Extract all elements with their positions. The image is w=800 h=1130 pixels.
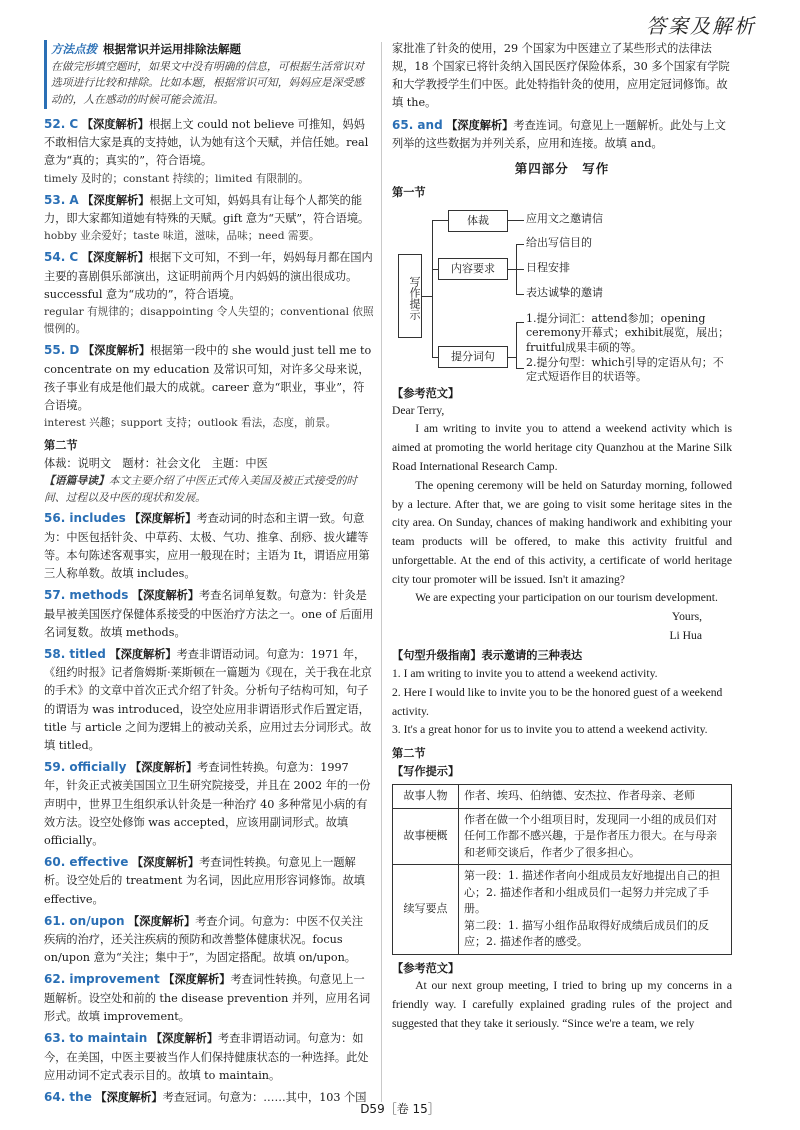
content-item: 表达诚挚的邀请 [526, 285, 603, 299]
answer-list-2 [44, 509, 374, 1107]
answer-number: 58. titled [44, 646, 106, 661]
answer-item: 61. on/upon 【深度解析】考查介词。句意为：中医不仅关注疾病的治疗，还关注疾病的预防和改善整体健康状况。focus on/upon 意为“关注；集中于”，为固定搭配。故填 on/upon。 [44, 913, 364, 965]
letter-paragraph: The opening ceremony will be held on Saturday morning, followed by a lecture. After that, we are going to visit some heritage sites in the city area. On Sunday, chances of making handiwork and exhibiting your team products will be offered, to make this activity fruitful and unforgettable. At the end of this activity, a certificate of world heritage city tour promoter will be issued. Isn't it amazing? [392, 478, 732, 586]
letter-signature: Li Hua [669, 629, 702, 643]
section-title: 第二节 [392, 746, 426, 761]
upgrade-guide: 【句型升级指南】表示邀请的三种表达 [392, 647, 583, 662]
section-title: 第一节 [392, 185, 426, 200]
letter-closing: Yours, [671, 610, 702, 624]
reference-letter [392, 402, 732, 646]
method-title: 根据常识并运用排除法解题 [103, 42, 241, 56]
content-item: 日程安排 [526, 260, 570, 274]
answer-number: 53. A [44, 192, 79, 207]
upgrade-list [392, 665, 732, 740]
continued-text: 家批准了针灸的使用，29 个国家为中医建立了某些形式的法律法规，18 个国家已将针灸纳入国民医疗保险体系，30 多个国家有学院和大学教授学生们中医。此处特指针灸的使用，应用定冠词修饰。故填 the。 [392, 42, 730, 110]
answer-number: 57. methods [44, 588, 129, 603]
boost-label: 提分词句 [438, 346, 508, 368]
upgrade-item: 2. Here I would like to invite you to be the honored guest of a weekend activity. [392, 685, 723, 718]
answer-item: 63. to maintain 【深度解析】考查非谓语动词。句意为：如今，在美国，中医主要被当作人们保持健康状态的一种选择。此处应用动词不定式表示目的。故填 to maintain。 [44, 1031, 369, 1082]
answer-number: 64. the [44, 1089, 92, 1104]
tips-key: 故事人物 [393, 785, 459, 809]
answer-number: 65. and [392, 117, 443, 132]
left-column [44, 40, 374, 1107]
answer-number: 61. on/upon [44, 913, 125, 928]
answer-item: 59. officially 【深度解析】考查词性转换。句意为：1997 年，针灸正式被美国国立卫生研究院接受，并且在 2002 年的一份声明中，世界卫生组织承认针灸是一种治疗 40 多种常见小病的有效方法。设空处修饰 was accepted，应该用副词形式。故填 officially。 [44, 759, 371, 847]
mind-root: 写作提示 [398, 254, 422, 338]
answer-number: 55. D [44, 343, 80, 358]
content-label: 内容要求 [438, 258, 508, 280]
table-row [393, 865, 732, 955]
page-header-title: 答案及解析 [646, 14, 756, 38]
answer-item: 60. effective 【深度解析】考查词性转换。句意见上一题解析。设空处后的 treatment 为名词，因此应用形容词修饰。故填 effective。 [44, 854, 365, 906]
answer-number: 63. to maintain [44, 1031, 148, 1046]
answer-item: 58. titled 【深度解析】考查非谓语动词。句意为：1971 年，《纽约时报》记者詹姆斯·莱斯顿在一篇题为《现在，关于我在北京的手术》的文章中首次正式介绍了针灸。分析句子结构可知，句子的谓语为 was introduced，设空处应用非谓语形式作后置定语，title 与 article 之间为逻辑上的被动关系，应用过去分词形式。故填 titled。 [44, 646, 372, 752]
reference-tag: 【参考范文】 [392, 385, 460, 400]
answer-item: 57. methods 【深度解析】考查名词单复数。句意为：针灸是最早被美国医疗保健体系接受的中医治疗方法之一。one of 后面用名词复数。故填 methods。 [44, 588, 374, 639]
answer-number: 54. C [44, 250, 79, 265]
answer-item: 62. improvement 【深度解析】考查词性转换。句意见上一题解析。设空处和前的 the disease prevention 并列，应用名词形式。故填 improvement。 [44, 972, 371, 1023]
tips-tag: 【写作提示】 [392, 764, 460, 779]
tips-value: 作者在做一个小组项目时，发现同一小组的成员们对任何工作都不感兴趣，于是作者压力很大。在与母亲和老师交谈后，作者少了很多担心。 [459, 808, 732, 865]
answer-item: 64. the 【深度解析】考查冠词。句意为：……其中，103 个国 [44, 1089, 367, 1104]
genre-value: 应用文之邀请信 [526, 211, 603, 225]
answer-number: 60. effective [44, 854, 129, 869]
content-item: 给出写信目的 [526, 235, 592, 249]
genre-label: 体裁 [448, 210, 508, 232]
reference-text: At our next group meeting, I tried to bring up my concerns in a friendly way. I carefully explained grading rules of the project and suggested that they take it seriously. “Since we're a team, we rely [392, 979, 732, 1030]
page-number: D59［卷 15］ [360, 1102, 440, 1116]
letter-paragraph: We are expecting your participation on our tourism development. [415, 591, 718, 605]
tips-key: 故事梗概 [393, 808, 459, 865]
method-tag: 方法点拨 [51, 42, 97, 56]
answer-item: 52. C 【深度解析】根据上文 could not believe 可推知，妈妈不敢相信大家是真的支持她，认为她有这个天赋，并信任她。real 意为“真的；真实的”，符合语境。 timely 及时的；constant 持续的；limited 有限制的。 [44, 116, 369, 185]
part-title: 第四部分 写作 [514, 161, 610, 177]
column-divider [381, 42, 382, 1102]
boost-item: 1.提分词汇：attend参加；opening ceremony开幕式；exhibit展览，展出；fruitful成果丰硕的等。 [526, 311, 730, 355]
upgrade-item: 3. It's a great honor for us to invite you to attend a weekend activity. [392, 723, 708, 737]
answer-list-1 [44, 115, 374, 433]
answer-item: 53. A 【深度解析】根据上文可知，妈妈具有让每个人都笑的能力，即大家都知道她有特殊的天赋。gift 意为“天赋”，符合语境。 hobby 业余爱好；taste 味道，滋味，品味；need 需要。 [44, 192, 370, 243]
answer-item: 54. C 【深度解析】根据下文可知，不到一年，妈妈每月都在国内主要的喜剧俱乐部演出，这证明前两个月内妈妈的演出很成功。successful 意为“成功的”，符合语境。 regular 有规律的；disappointing 令人失望的；conventional 依照惯例的。 [44, 250, 374, 336]
answer-number: 56. includes [44, 511, 126, 526]
section-meta: 体裁：说明文 题材：社会文化 主题：中医 [44, 456, 268, 470]
letter-paragraph: I am writing to invite you to attend a weekend activity which is aimed at promoting the world heritage city Quanzhou at the Marine Silk Road International Research Camp. [392, 422, 732, 474]
reading-guide: 【语篇导读】本文主要介绍了中医正式传入美国及被正式接受的时间、过程以及中医的现状和发展。 [44, 473, 358, 504]
upgrade-item: 1. I am writing to invite you to attend a weekend activity. [392, 666, 658, 680]
table-row [393, 808, 732, 865]
answer-number: 59. officially [44, 759, 127, 774]
method-text: 在做完形填空题时，如果文中没有明确的信息，可根据生活常识对选项进行比较和排除。比如本题，根据常识可知，妈妈应是深受感动的，人在感动的时候可能会流泪。 [51, 59, 365, 107]
right-column [392, 40, 732, 1033]
tips-value: 第一段：1. 描述作者向小组成员友好地提出自己的担心；2. 描述作者和小组成员们一起努力并完成了手册。 第二段：1. 描写小组作品取得好成绩后成员们的反应；2. 描述作者的感受。 [459, 865, 732, 955]
boost-item: 2.提分句型：which引导的定语从句；不定式短语作目的状语等。 [526, 355, 724, 384]
writing-mind-map [392, 206, 732, 382]
letter-greeting: Dear Terry, [392, 403, 445, 417]
answer-item: 56. includes 【深度解析】考查动词的时态和主谓一致。句意为：中医包括针灸、中草药、太极、气功、推拿、刮痧、拔火罐等等。本句陈述客观事实，应用一般现在时；主语为 It，谓语应用第三人称单数。故填 includes。 [44, 511, 370, 580]
tips-key: 续写要点 [393, 865, 459, 955]
answer-item: 55. D 【深度解析】根据第一段中的 she would just tell me to concentrate on my education 及常识可知，对许多父母来说，孩子事业有成是他们最大的成就。career 意为“职业，事业”，符合语境。 interest 兴趣；support 支持；outlook 看法，态度，前景。 [44, 343, 372, 430]
tips-value: 作者、埃玛、伯纳德、安杰拉、作者母亲、老师 [459, 785, 732, 809]
reference-tag: 【参考范文】 [392, 960, 460, 975]
method-tip-box [44, 40, 374, 109]
table-row [393, 785, 732, 809]
answer-number: 62. improvement [44, 972, 160, 987]
answer-item: 65. and 【深度解析】考查连词。句意见上一题解析。此处与上文列举的这些数据为并列关系，应用和连接。故填 and。 [392, 117, 726, 150]
writing-tips-table [392, 784, 732, 955]
answer-number: 52. C [44, 116, 79, 131]
section-title: 第二节 [44, 438, 78, 453]
